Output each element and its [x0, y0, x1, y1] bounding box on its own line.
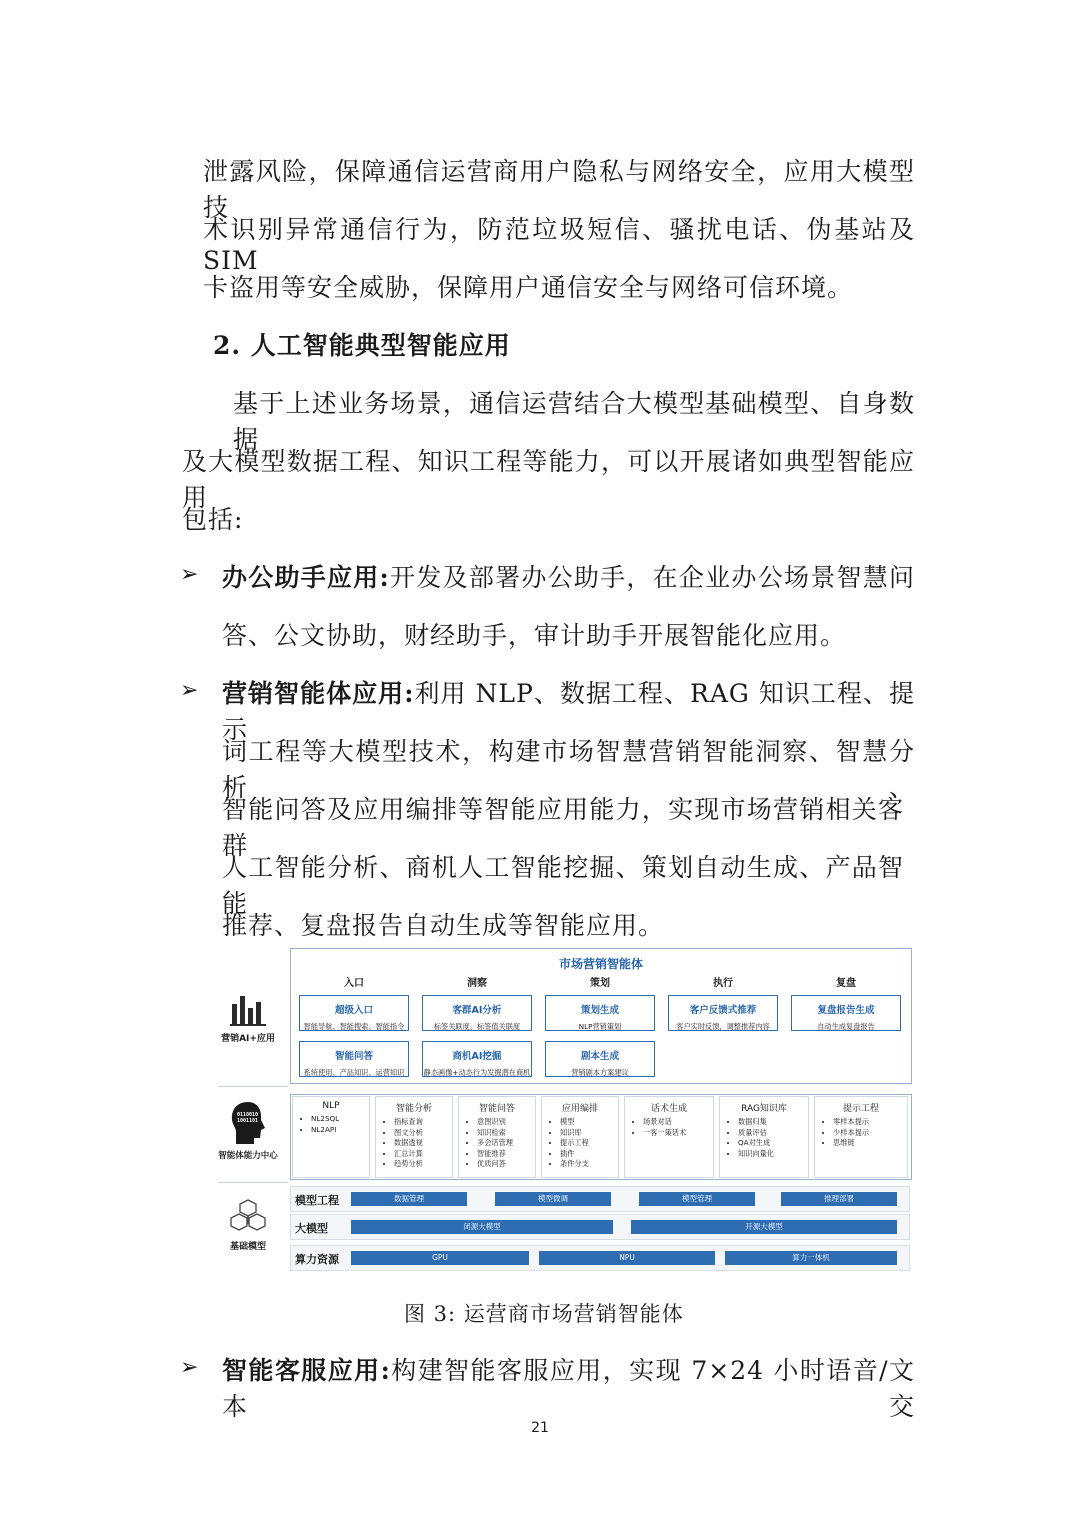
bullet-arrow-icon: ➢	[180, 1355, 199, 1380]
capability-item: • 指标查询	[394, 1117, 452, 1128]
capability-item: • 知识库	[560, 1128, 618, 1139]
capability-name: RAG知识库	[741, 1104, 787, 1114]
capability-item: • 数据透视	[394, 1138, 452, 1149]
capability-item: • 场景对话	[643, 1117, 713, 1128]
app-card	[299, 995, 409, 1031]
capability-item: • 思维链	[833, 1138, 907, 1149]
capability-card	[541, 1096, 619, 1178]
page-number: 21	[531, 1420, 549, 1436]
capability-item: • 零样本提示	[833, 1117, 907, 1128]
capability-item: • 一客一策话术	[643, 1128, 713, 1139]
left-agent-block	[218, 1100, 278, 1161]
layer-label: 模型工程	[295, 1194, 339, 1207]
capability-item: • QA对生成	[738, 1138, 808, 1149]
capability-item: • 意图识别	[477, 1117, 535, 1128]
application-panel	[290, 948, 912, 1084]
stage-label: 复盘	[836, 978, 856, 989]
app-card	[545, 995, 655, 1031]
layer-pill: GPU	[351, 1251, 529, 1265]
bullet-text: 构建智能客服应用，实现 7×24 小时语音/文本交	[222, 1356, 916, 1421]
bullet-arrow-icon: ➢	[180, 562, 199, 587]
stage-label: 洞察	[467, 978, 487, 989]
figure-title: 市场营销智能体	[558, 957, 643, 971]
app-card-title: 剧本生成	[580, 1051, 619, 1062]
stage-label: 执行	[713, 978, 733, 989]
app-card-sub: 自动生成复盘报告	[817, 1022, 875, 1031]
capability-item: • 插件	[560, 1149, 618, 1160]
bullet-title: 办公助手应用:	[222, 563, 390, 592]
bullet-line: 推荐、复盘报告自动生成等智能应用。	[222, 911, 665, 940]
layer-pill: 模型微调	[495, 1192, 611, 1206]
app-card	[545, 1041, 655, 1077]
stage-label: 策划	[590, 978, 610, 989]
app-card-title: 智能问答	[334, 1051, 373, 1062]
capability-card	[624, 1096, 714, 1178]
app-card-sub: NLP营销策划	[578, 1022, 622, 1031]
layer-pill: 数据管理	[351, 1192, 467, 1206]
body-line: 泄露风险，保障通信运营商用户隐私与网络安全，应用大模型技	[203, 157, 915, 222]
capability-name: 话术生成	[650, 1104, 687, 1114]
layer-pill: NPU	[539, 1251, 715, 1265]
body-line: 术识别异常通信行为，防范垃圾短信、骚扰电话、伪基站及 SIM	[203, 215, 915, 275]
body-line: 卡盗用等安全威胁，保障用户通信安全与网络可信环境。	[203, 273, 854, 302]
body-line: 及大模型数据工程、知识工程等能力，可以开展诸如典型智能应用	[182, 447, 915, 512]
app-card	[422, 995, 532, 1031]
section-heading: 2. 人工智能典型智能应用	[213, 331, 511, 360]
capability-panel	[290, 1094, 912, 1180]
capability-item: • 质量评估	[738, 1128, 808, 1139]
capability-card	[814, 1096, 908, 1178]
layer-row	[290, 1186, 910, 1212]
capability-item: • NL2API	[311, 1125, 369, 1136]
app-card	[668, 995, 778, 1031]
app-card-sub: 静态画像+动态行为发掘潜在商机	[423, 1068, 531, 1077]
app-card-title: 客群AI分析	[452, 1005, 502, 1016]
bullet-text: 利用 NLP、数据工程、RAG 知识工程、提示	[222, 679, 916, 744]
bullet-title: 营销智能体应用:	[222, 679, 415, 708]
body-line: 包括:	[182, 505, 244, 534]
ai-head-icon	[228, 1100, 268, 1146]
capability-item: • 趋势分析	[394, 1159, 452, 1170]
app-card-sub: 智能导航、智能搜索、智能指令	[303, 1022, 405, 1031]
bullet-title: 智能客服应用:	[222, 1356, 391, 1385]
layer-pill: 模型管理	[639, 1192, 755, 1206]
app-card-title: 客户反馈式推荐	[689, 1005, 757, 1016]
body-line: 基于上述业务场景，通信运营结合大模型基础模型、自身数据	[233, 389, 915, 454]
left-app-block	[218, 994, 278, 1044]
stage-label: 入口	[344, 978, 364, 989]
capability-item: • 知识检索	[477, 1128, 535, 1139]
layer-label: 大模型	[295, 1222, 328, 1235]
layer-pill: 算力一体机	[725, 1251, 897, 1265]
capability-item: • 模型	[560, 1117, 618, 1128]
layer-pill: 推理部署	[781, 1192, 897, 1206]
layer-label: 算力资源	[295, 1253, 339, 1266]
bullet-arrow-icon: ➢	[180, 678, 199, 703]
app-card-sub: 客户实时反馈，调整推荐内容	[676, 1022, 770, 1031]
left-label-base: 基础模型	[229, 1242, 266, 1252]
capability-name: NLP	[322, 1101, 340, 1111]
capability-item: • 提示工程	[560, 1138, 618, 1149]
capability-name: 智能分析	[395, 1104, 432, 1114]
capability-name: 提示工程	[842, 1104, 879, 1114]
layer-row	[290, 1245, 910, 1271]
cube-network-icon	[228, 1196, 268, 1236]
bullet-line: 答、公文协助，财经助手，审计助手开展智能化应用。	[222, 621, 847, 650]
app-card	[791, 995, 901, 1031]
divider	[218, 1182, 288, 1183]
app-card-sub: 营销剧本方案建议	[571, 1068, 629, 1077]
svg-text:0110010: 0110010	[237, 1112, 259, 1118]
capability-item: • 优质问答	[477, 1159, 535, 1170]
left-base-block	[218, 1196, 278, 1252]
capability-item: • 多会话管理	[477, 1138, 535, 1149]
capability-item: • 智能推荐	[477, 1149, 535, 1160]
layer-pill: 闭源大模型	[351, 1220, 613, 1234]
divider	[218, 1086, 288, 1087]
app-card-title: 商机AI挖掘	[452, 1051, 502, 1062]
bullet-line: 词工程等大模型技术，构建市场智慧营销智能洞察、智慧分析、	[222, 737, 915, 802]
capability-card	[458, 1096, 536, 1178]
bullet-line: 智能问答及应用编排等智能应用能力，实现市场营销相关客群	[222, 795, 904, 860]
svg-text:1001101: 1001101	[237, 1118, 259, 1124]
bullet-line: 人工智能分析、商机人工智能挖掘、策划自动生成、产品智能	[222, 853, 904, 918]
app-card	[299, 1041, 409, 1077]
app-card-sub: 标签关联度、标签值关联度	[433, 1022, 521, 1031]
app-card-sub: 系统使用、产品知识、运营知识	[303, 1068, 405, 1077]
left-label-agent: 智能体能力中心	[218, 1151, 278, 1161]
left-label-app: 营销AI+应用	[221, 1034, 275, 1044]
capability-card	[292, 1096, 370, 1178]
marketing-agent-figure	[218, 948, 914, 1276]
app-card	[422, 1041, 532, 1077]
figure-caption: 图 3: 运营商市场营销智能体	[404, 1302, 684, 1326]
bullet-line	[222, 1351, 915, 1423]
capability-item: • 少样本提示	[833, 1128, 907, 1139]
capability-item: • NL2SQL	[311, 1114, 369, 1125]
capability-card	[375, 1096, 453, 1178]
layer-pill: 开源大模型	[631, 1220, 897, 1234]
layer-row	[290, 1214, 910, 1240]
app-card-title: 策划生成	[580, 1005, 619, 1016]
app-card-title: 超级入口	[334, 1005, 373, 1016]
app-card-title: 复盘报告生成	[817, 1005, 875, 1016]
capability-card	[719, 1096, 809, 1178]
bullet-line	[222, 558, 915, 594]
capability-item: • 图文分析	[394, 1128, 452, 1139]
capability-name: 智能问答	[478, 1104, 515, 1114]
capability-item: • 汇总计算	[394, 1149, 452, 1160]
bar-chart-icon	[228, 994, 268, 1028]
capability-item: • 条件分支	[560, 1159, 618, 1170]
capability-item: • 知识向量化	[738, 1149, 808, 1160]
capability-item: • 数据归集	[738, 1117, 808, 1128]
capability-name: 应用编排	[561, 1104, 598, 1114]
bullet-text: 开发及部署办公助手，在企业办公场景智慧问	[389, 563, 915, 592]
